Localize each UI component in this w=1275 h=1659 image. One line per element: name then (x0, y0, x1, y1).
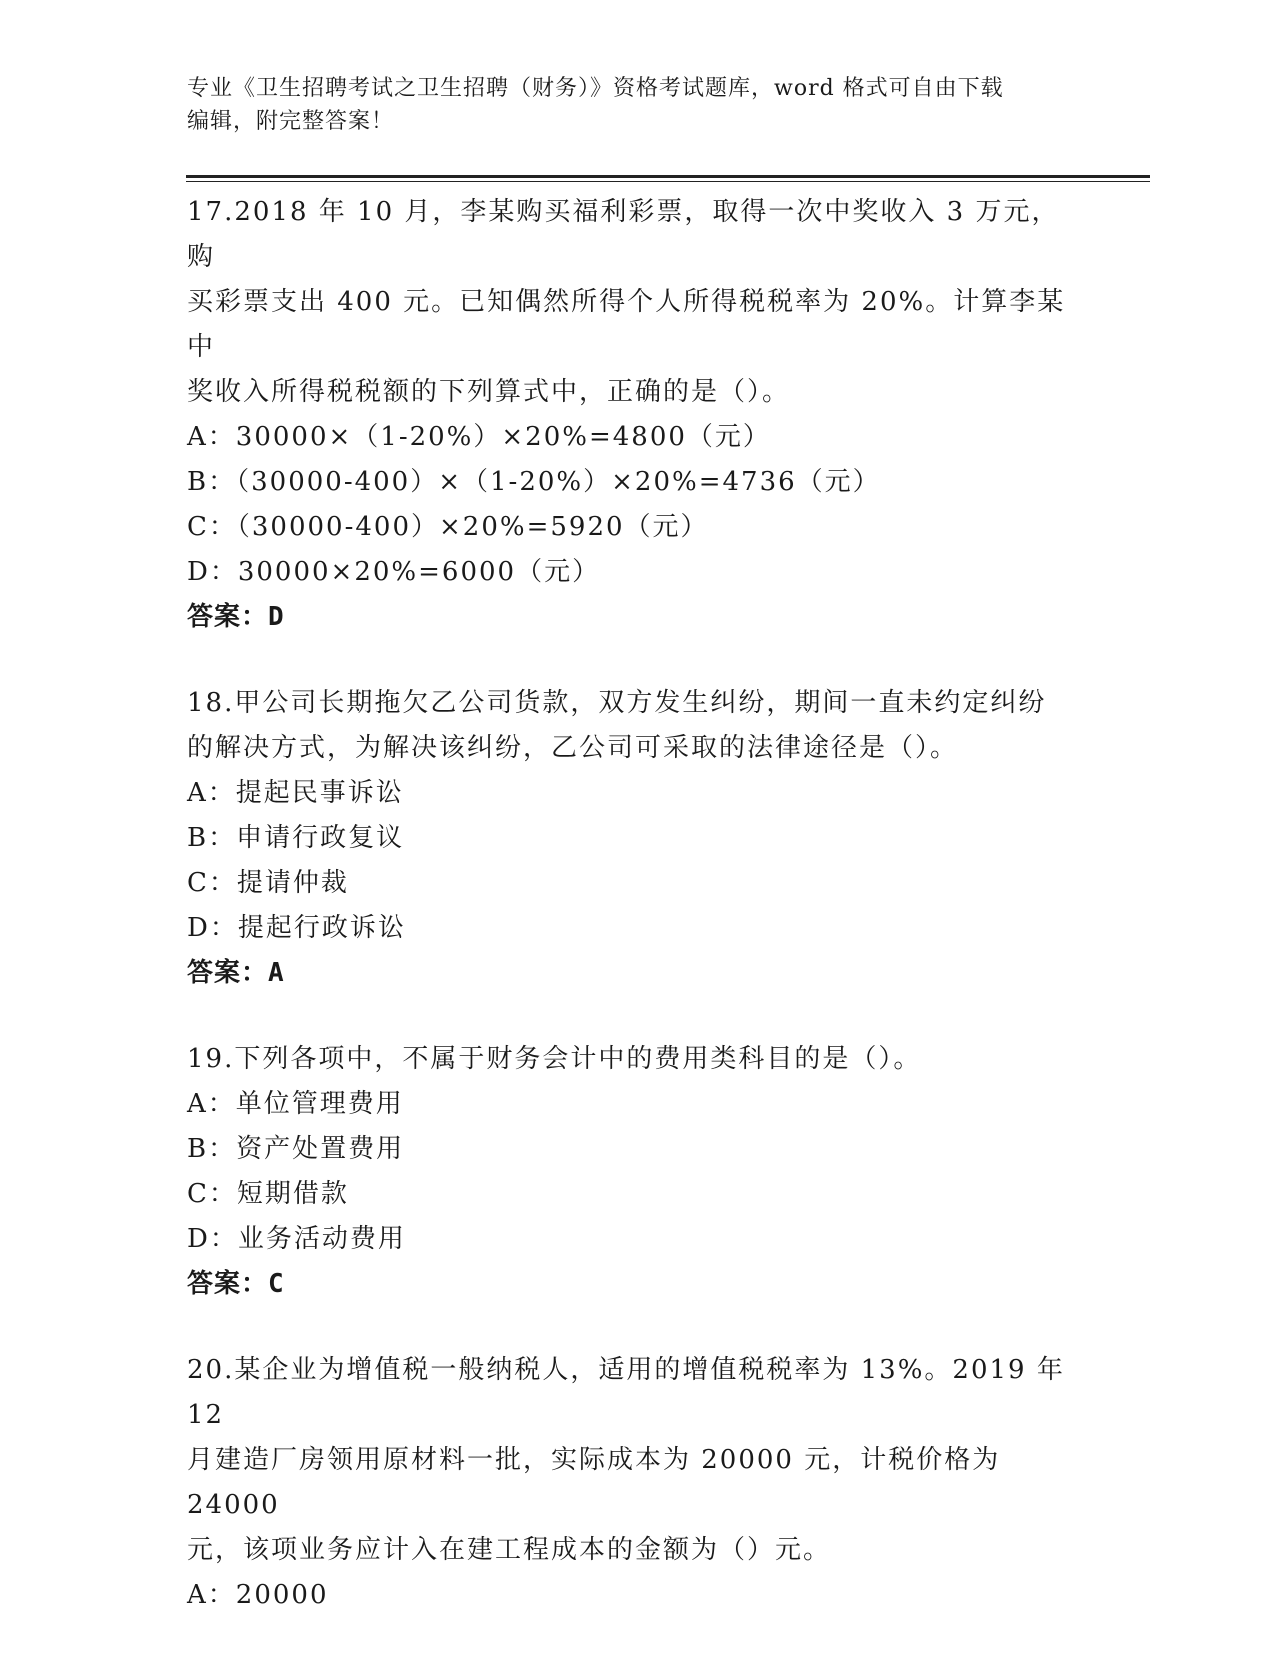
question-list (187, 190, 1087, 1659)
answer: 答案：C (187, 1269, 285, 1299)
document-header (187, 72, 1067, 138)
option-a: A：30000×（1-20%）×20%=4800（元） (187, 422, 771, 452)
question-text: 买彩票支出 400 元。已知偶然所得个人所得税税率为 20%。计算李某中 (187, 287, 1066, 362)
option-a: A：单位管理费用 (187, 1089, 404, 1119)
answer: 答案：A (187, 958, 285, 988)
question-20 (187, 1348, 1087, 1618)
header-line-1: 专业《卫生招聘考试之卫生招聘（财务）》资格考试题库，word 格式可自由下载 (187, 76, 1004, 101)
option-c: C：提请仲裁 (187, 868, 349, 898)
question-text: 奖收入所得税税额的下列算式中，正确的是（）。 (187, 377, 791, 407)
question-19 (187, 1037, 1087, 1307)
header-line-2: 编辑，附完整答案！ (187, 109, 395, 134)
header-divider-thin (186, 181, 1150, 182)
option-a: A：提起民事诉讼 (187, 778, 404, 808)
question-text: 18.甲公司长期拖欠乙公司货款，双方发生纠纷，期间一直未约定纠纷 (187, 688, 1047, 718)
option-b: B：（30000-400）×（1-20%）×20%=4736（元） (187, 467, 881, 497)
option-a: A：20000 (187, 1580, 329, 1610)
question-text: 的解决方式，为解决该纠纷，乙公司可采取的法律途径是（）。 (187, 733, 959, 763)
option-d: D：提起行政诉讼 (187, 913, 406, 943)
option-c: C：（30000-400）×20%=5920（元） (187, 512, 709, 542)
option-c: C：短期借款 (187, 1179, 349, 1209)
option-d: D：30000×20%=6000（元） (187, 557, 601, 587)
option-b: B：资产处置费用 (187, 1134, 405, 1164)
question-text: 元，该项业务应计入在建工程成本的金额为（）元。 (187, 1535, 832, 1565)
answer: 答案：D (187, 602, 285, 632)
header-divider-thick (186, 175, 1150, 178)
question-text: 19.下列各项中，不属于财务会计中的费用类科目的是（）。 (187, 1044, 922, 1074)
option-d: D：业务活动费用 (187, 1224, 406, 1254)
question-17 (187, 190, 1087, 640)
question-text: 20.某企业为增值税一般纳税人，适用的增值税税率为 13%。2019 年 12 (187, 1355, 1076, 1430)
question-18 (187, 681, 1087, 996)
question-text: 月建造厂房领用原材料一批，实际成本为 20000 元，计税价格为 24000 (187, 1445, 1011, 1520)
question-text: 17.2018 年 10 月，李某购买福利彩票，取得一次中奖收入 3 万元，购 (187, 197, 1060, 272)
option-b: B：申请行政复议 (187, 823, 405, 853)
